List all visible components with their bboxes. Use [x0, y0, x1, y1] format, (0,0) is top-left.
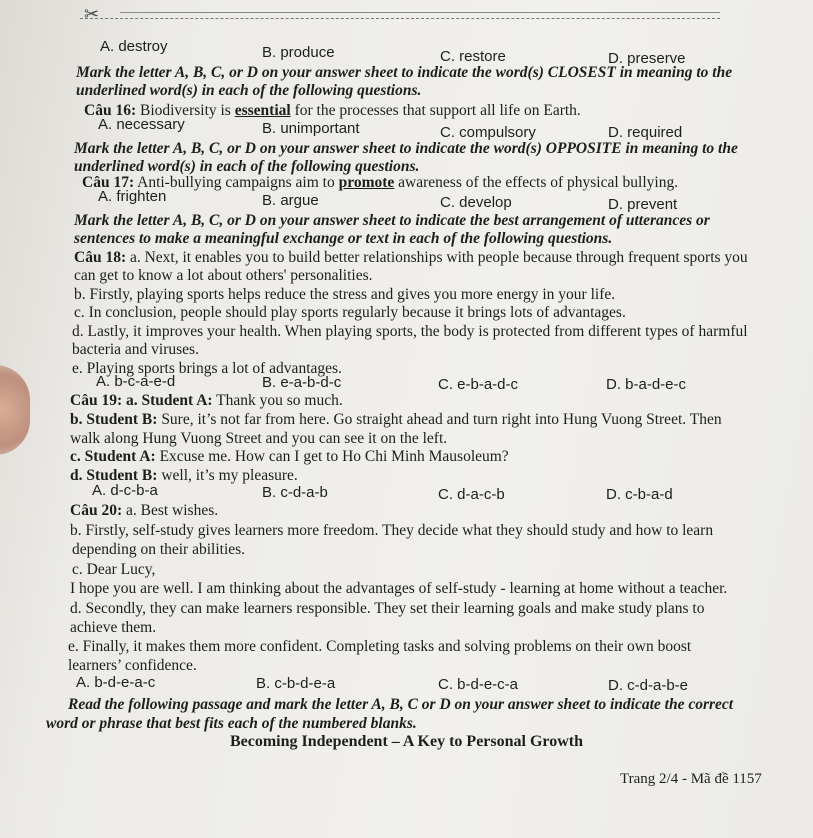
question-18-line4: c. In conclusion, people should play sports regularly because it brings lots of advantages.	[74, 304, 626, 321]
option-d: D. b-a-d-e-c	[606, 376, 687, 393]
option-c: C. compulsory	[440, 124, 536, 141]
question-18-line2: can get to know a lot about others' personalities.	[74, 267, 373, 284]
question-text: a. Next, it enables you to build better relationships with people because through frequent sports you	[126, 249, 748, 266]
option-d: D. required	[608, 124, 683, 141]
instruction-passage-line1: Read the following passage and mark the letter A, B, C or D on your answer sheet to indicate the correct	[68, 696, 734, 713]
option-a: A. necessary	[98, 116, 185, 133]
utterance: Excuse me. How can I get to Ho Chi Minh Mausoleum?	[155, 448, 509, 465]
option-b: B. unimportant	[262, 120, 360, 137]
question-20-line5: I hope you are well. I am thinking about the advantages of self-study - learning at home without a teacher.	[70, 580, 728, 597]
top-border-line	[120, 12, 720, 13]
question-text: Biodiversity is	[136, 102, 235, 119]
option-d: D. c-b-a-d	[606, 486, 673, 503]
question-label: Câu 19:	[70, 392, 123, 409]
speaker-label: b. Student B:	[70, 411, 158, 428]
speaker-label: c. Student A:	[70, 448, 156, 465]
question-text: awareness of the effects of physical bullying.	[394, 174, 679, 191]
question-18-line7: e. Playing sports brings a lot of advantages.	[72, 360, 342, 377]
question-20-line4: c. Dear Lucy,	[72, 561, 156, 578]
option-d: D. prevent	[608, 196, 678, 213]
option-d: D. preserve	[608, 50, 686, 67]
question-label: Câu 17:	[82, 174, 135, 191]
question-20-line1	[70, 502, 218, 520]
option-a: A. destroy	[100, 38, 168, 55]
question-19-a	[70, 392, 343, 410]
option-b: B. produce	[262, 44, 335, 61]
option-b: B. argue	[262, 192, 319, 209]
question-20-line9: learners’ confidence.	[68, 657, 197, 674]
option-a: A. d-c-b-a	[92, 482, 158, 499]
question-20-line7: achieve them.	[70, 619, 157, 636]
question-text: Anti-bullying campaigns aim to	[134, 174, 339, 191]
question-20-line6: d. Secondly, they can make learners responsible. They set their learning goals and make study plans to	[70, 600, 705, 617]
page-footer: Trang 2/4 - Mã đề 1157	[620, 771, 762, 787]
thumb-shadow	[0, 365, 30, 455]
underlined-word: essential	[234, 102, 291, 119]
option-c: C. develop	[440, 194, 512, 211]
speaker-label: a. Student A:	[122, 392, 213, 409]
scissors-icon: ✂	[84, 4, 100, 24]
option-a: A. b-d-e-a-c	[76, 674, 156, 691]
option-b: B. c-d-a-b	[262, 484, 328, 501]
question-18-line5: d. Lastly, it improves your health. When playing sports, the body is protected from different types of harmful	[72, 323, 748, 340]
option-c: C. e-b-a-d-c	[438, 376, 519, 393]
option-c: C. restore	[440, 48, 506, 65]
option-a: A. b-c-a-e-d	[96, 373, 176, 390]
question-19-b-cont: walk along Hung Vuong Street and you can see it on the left.	[70, 430, 448, 447]
question-20-line8: e. Finally, it makes them more confident. Completing tasks and solving problems on their own boost	[68, 638, 692, 655]
utterance: Thank you so much.	[212, 392, 343, 409]
question-label: Câu 18:	[74, 249, 127, 266]
question-18-line1	[74, 249, 748, 267]
utterance: Sure, it’s not far from here. Go straight ahead and turn right into Hung Vuong Street. Then	[157, 411, 722, 428]
question-text: for the processes that support all life on Earth.	[290, 102, 581, 119]
passage-title: Becoming Independent – A Key to Personal Growth	[229, 733, 584, 750]
question-18-line6: bacteria and viruses.	[72, 341, 199, 358]
instruction-closest-line2: underlined word(s) in each of the following questions.	[76, 82, 422, 99]
question-19-c	[70, 448, 509, 466]
question-20-line2: b. Firstly, self-study gives learners more freedom. They decide what they should study and how to learn	[70, 522, 714, 539]
instruction-closest-line1: Mark the letter A, B, C, or D on your answer sheet to indicate the word(s) CLOSEST in meaning to the	[76, 64, 733, 81]
speaker-label: d. Student B:	[70, 467, 158, 484]
instruction-arrange-line1: Mark the letter A, B, C, or D on your answer sheet to indicate the best arrangement of utterances or	[74, 212, 710, 229]
question-20-line3: depending on their abilities.	[72, 541, 246, 558]
option-b: B. c-b-d-e-a	[256, 675, 336, 692]
instruction-opposite-line1: Mark the letter A, B, C, or D on your answer sheet to indicate the word(s) OPPOSITE in meaning to the	[74, 140, 738, 157]
utterance: well, it’s my pleasure.	[157, 467, 298, 484]
instruction-arrange-line2: sentences to make a meaningful exchange or text in each of the following questions.	[74, 230, 613, 247]
question-label: Câu 16:	[84, 102, 137, 119]
question-label: Câu 20:	[70, 502, 123, 519]
option-c: C. d-a-c-b	[438, 486, 505, 503]
option-b: B. e-a-b-d-c	[262, 374, 342, 391]
option-a: A. frighten	[98, 188, 167, 205]
question-18-line3: b. Firstly, playing sports helps reduce the stress and gives you more energy in your life.	[74, 286, 616, 303]
option-c: C. b-d-e-c-a	[438, 676, 519, 693]
cut-line	[80, 18, 720, 19]
option-d: D. c-d-a-b-e	[608, 677, 689, 694]
question-19-b	[70, 411, 722, 429]
question-17	[82, 174, 678, 192]
underlined-word: promote	[338, 174, 395, 191]
question-text: a. Best wishes.	[122, 502, 219, 519]
instruction-passage-line2: word or phrase that best fits each of the numbered blanks.	[46, 715, 417, 732]
instruction-opposite-line2: underlined word(s) in each of the following questions.	[74, 158, 420, 175]
